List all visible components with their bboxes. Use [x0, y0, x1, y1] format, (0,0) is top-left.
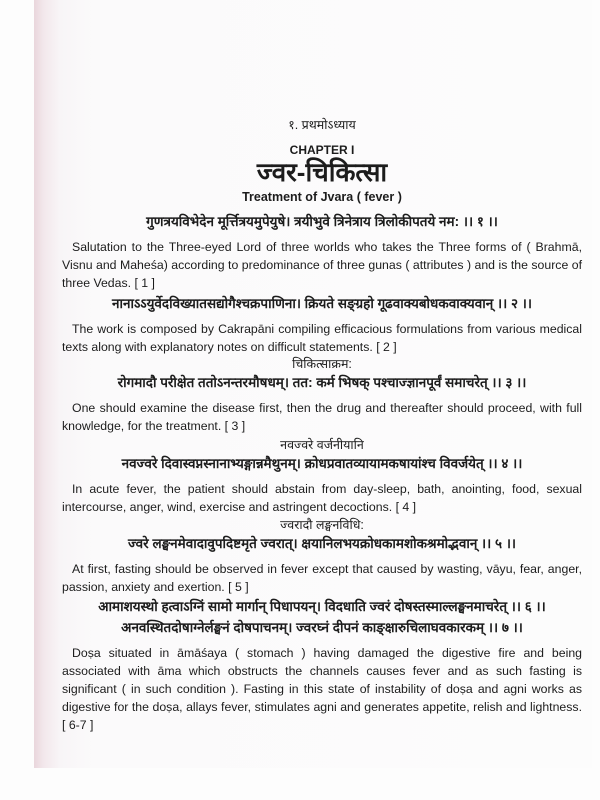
verse-2: नानाऽऽयुर्वेदविख्यातसद्योगैश्चक्रपाणिना। क्रियते सङ्ग्रहो गूढवाक्यबोधकवाक्यवान् ।। २ ।।	[111, 296, 532, 311]
translation-3: One should examine the disease first, then the drug and thereafter should proceed, with full knowledge, for the treatment. [ 3 ]	[62, 401, 582, 433]
translation-2: The work is composed by Cakrapāni compiling efficacious formulations from various medical texts along with explanatory notes on difficult statements. [ 2 ]	[62, 322, 582, 354]
verse-3: रोगमादौ परीक्षेत ततोऽनन्तरमौषधम्। तत: कर्म भिषक् पश्चाज्ज्ञानपूर्वं समाचरेत् ।। ३ ।।	[117, 375, 527, 390]
verse-6: आमाशयस्थो हत्वाऽग्निं सामो मार्गान् पिधापयन्। विदधाति ज्वरं दोषस्तस्माल्लङ्घनमाचरेत् ।। ६ ।।	[98, 599, 546, 614]
chapter-number-sanskrit: १. प्रथमोऽध्याय	[288, 118, 356, 132]
translation-5: At first, fasting should be observed in fever except that caused by wasting, vāyu, fear, anger, passion, anxiety and exertion. [ 5 ]	[62, 562, 582, 594]
verse-4: नवज्वरे दिवास्वप्नस्नानाभ्यङ्गान्नमैथुनम्। क्रोधप्रवातव्यायामकषायांश्च विवर्जयेत् ।। ४ ।।	[121, 456, 523, 471]
verse-7: अनवस्थितदोषाग्नेर्लङ्घनं दोषपाचनम्। ज्वरघ्नं दीपनं काङ्क्षारुचिलाघवकारकम् ।। ७ ।।	[121, 620, 523, 635]
chapter-label: CHAPTER I	[289, 143, 355, 157]
translation-1: Salutation to the Three-eyed Lord of three worlds who takes the Three forms of ( Brahmā, Visnu and Maheśa) according to predominance of three gunas ( attributes ) and is the source of three Vedas. [ 1 ]	[62, 240, 582, 290]
section-heading-3: चिकित्साक्रम:	[292, 357, 352, 371]
translation-6-7: Doṣa situated in āmāśaya ( stomach ) having damaged the digestive fire and being associated with āma which obstructs the channels causes fever and as such fasting is significant ( in such condition ). Fasting in this state of instability of doṣa and agni works as digestive for the doṣa, allays fever, stimulates agni and generates appetite, relish and lightness. [ 6-7 ]	[62, 646, 582, 732]
chapter-title-english: Treatment of Jvara ( fever )	[242, 190, 402, 204]
translation-4: In acute fever, the patient should abstain from day-sleep, bath, anointing, food, sexual intercourse, anger, wind, exercise and astringent decoctions. [ 4 ]	[62, 482, 582, 514]
chapter-title-sanskrit: ज्वर-चिकित्सा	[256, 157, 388, 187]
verse-1: गुणत्रयविभेदेन मूर्त्तित्रयमुपेयुषे। त्रयीभुवे त्रिनेत्राय त्रिलोकीपतये नम: ।। १ ।।	[146, 214, 498, 229]
section-heading-4: नवज्वरे वर्जनीयानि	[280, 438, 364, 452]
verse-5: ज्वरे लङ्घनमेवादावुपदिष्टमृते ज्वरात्। क्षयानिलभयक्रोधकामशोकश्रमोद्भवान् ।। ५ ।।	[127, 536, 517, 551]
section-heading-5: ज्वरादौ लङ्घनविधि:	[280, 518, 364, 532]
